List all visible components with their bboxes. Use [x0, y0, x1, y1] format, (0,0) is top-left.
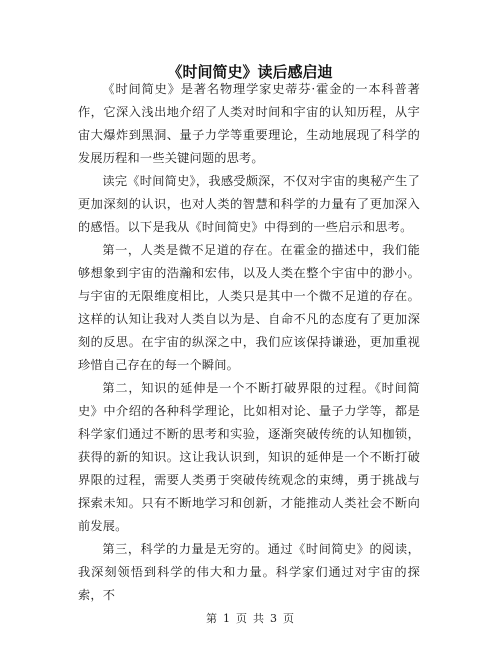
- paragraph-point-two: 第二，知识的延伸是一个不断打破界限的过程。《时间简史》中介绍的各种科学理论，比如相对论、量子力学等，都是科学家们通过不断的思考和实验，逐渐突破传统的认知枷锁，获得的新的知识。这让我认识到，知识的延伸是一个不断打破界限的过程，需要人类勇于突破传统观念的束缚，勇于挑战与探索未知。只有不断地学习和创新，才能推动人类社会不断向前发展。: [78, 381, 420, 533]
- footer-current-page: 1: [223, 612, 230, 625]
- footer-total-pages: 3: [270, 612, 277, 625]
- footer-prefix: 第: [206, 612, 217, 625]
- document-body: [78, 78, 420, 607]
- footer-page-word: 页: [236, 612, 247, 625]
- paragraph-impression: 读完《时间简史》，我感受颇深，不仅对宇宙的奥秘产生了更加深刻的认识，也对人类的智慧和科学的力量有了更加深入的感悟。以下是我从《时间简史》中得到的一些启示和思考。: [78, 174, 420, 234]
- page-footer: [0, 612, 500, 626]
- paragraph-intro: 《时间简史》是著名物理学家史蒂芬·霍金的一本科普著作，它深入浅出地介绍了人类对时间和宇宙的认知历程，从宇宙大爆炸到黑洞、量子力学等重要理论，生动地展现了科学的发展历程和一些关键问题的思考。: [78, 82, 420, 165]
- paragraph-point-three: 第三，科学的力量是无穷的。通过《时间简史》的阅读，我深刻领悟到科学的伟大和力量。科学家们通过对宇宙的探索，不: [78, 542, 420, 602]
- footer-suffix: 页: [283, 612, 294, 625]
- document-title: 《时间简史》读后感启迪: [167, 63, 333, 81]
- paragraph-point-one: 第一，人类是微不足道的存在。在霍金的描述中，我们能够想象到宇宙的浩瀚和宏伟，以及人类在整个宇宙中的渺小。与宇宙的无限维度相比，人类只是其中一个微不足道的存在。这样的认知让我对人类自以为是、自命不凡的态度有了更加深刻的反思。在宇宙的纵深之中，我们应该保持谦逊，更加重视珍惜自己存在的每一个瞬间。: [78, 243, 420, 372]
- footer-total-word: 共: [253, 612, 264, 625]
